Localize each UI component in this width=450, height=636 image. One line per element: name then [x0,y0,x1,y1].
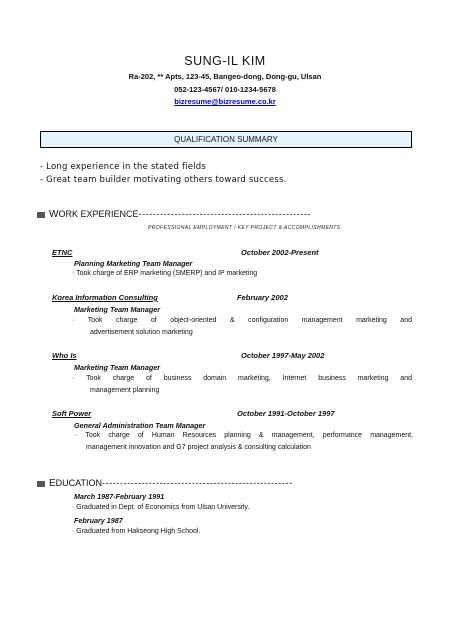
job-description-continued: management planning [90,387,160,394]
work-experience-heading: WORK EXPERIENCE------------------------------------------------ [37,209,311,220]
employment-date: October 2002-Present [241,248,319,257]
employment-date: October 1997-May 2002 [241,351,325,360]
job-title: Marketing Team Manager [74,305,161,314]
education-description: · Graduated in Dept. of Economics from Ulsan University. [72,504,250,511]
summary-item: - Long experience in the stated fields [40,162,206,172]
education-date: March 1987-February 1991 [74,492,165,501]
employment-date: October 1991-October 1997 [237,409,335,418]
job-description: · Took charge of Human Resources planning & management, performance management, [75,432,413,439]
job-description: · Took charge of object-oriented & configuration management marketing and [72,317,412,324]
employment-date: February 2002 [237,293,288,302]
address: Ra-202, ** Apts, 123-45, Bangeo-dong, Dong-gu, Ulsan [128,72,322,81]
company-name: Soft Power [52,409,92,418]
section-bullet-icon [37,481,45,487]
job-description-continued: management innovation and G7 project analysis & consulting calculation [86,444,311,451]
email-link[interactable]: bizresume@bizresume.co.kr [174,97,276,106]
resume-name: SUNG-IL KIM [184,54,266,68]
company-name: Korea Information Consulting [52,293,158,302]
job-title: Marketing Team Manager [74,363,161,372]
education-description: · Graduated from Hakseong High School. [72,528,201,535]
job-description: · Took charge of ERP marketing (SMERP) and IP marketing [72,270,258,277]
phone-numbers: 052-123-4567/ 010-1234-5678 [174,85,276,94]
job-description: · Took charge of business domain marketing, Internet business marketing and [72,375,412,382]
company-name: Who Is [52,351,77,360]
education-heading: EDUCATION----------------------------------------------------- [37,478,293,489]
summary-item: - Great team builder motivating others toward success. [40,175,287,185]
job-title: Planning Marketing Team Manager [74,259,193,268]
job-description-continued: advertisement solution marketing [90,329,193,336]
qualification-summary-heading: QUALIFICATION SUMMARY [40,131,412,148]
company-name: ETNC [52,248,73,257]
job-title: General Administration Team Manager [74,421,206,430]
section-bullet-icon [37,212,45,218]
education-date: February 1987 [74,516,123,525]
work-subtitle: PROFESSIONAL EMPLOYMENT / KEY PROJECT & ACCOMPLISHMENTS [148,225,341,231]
